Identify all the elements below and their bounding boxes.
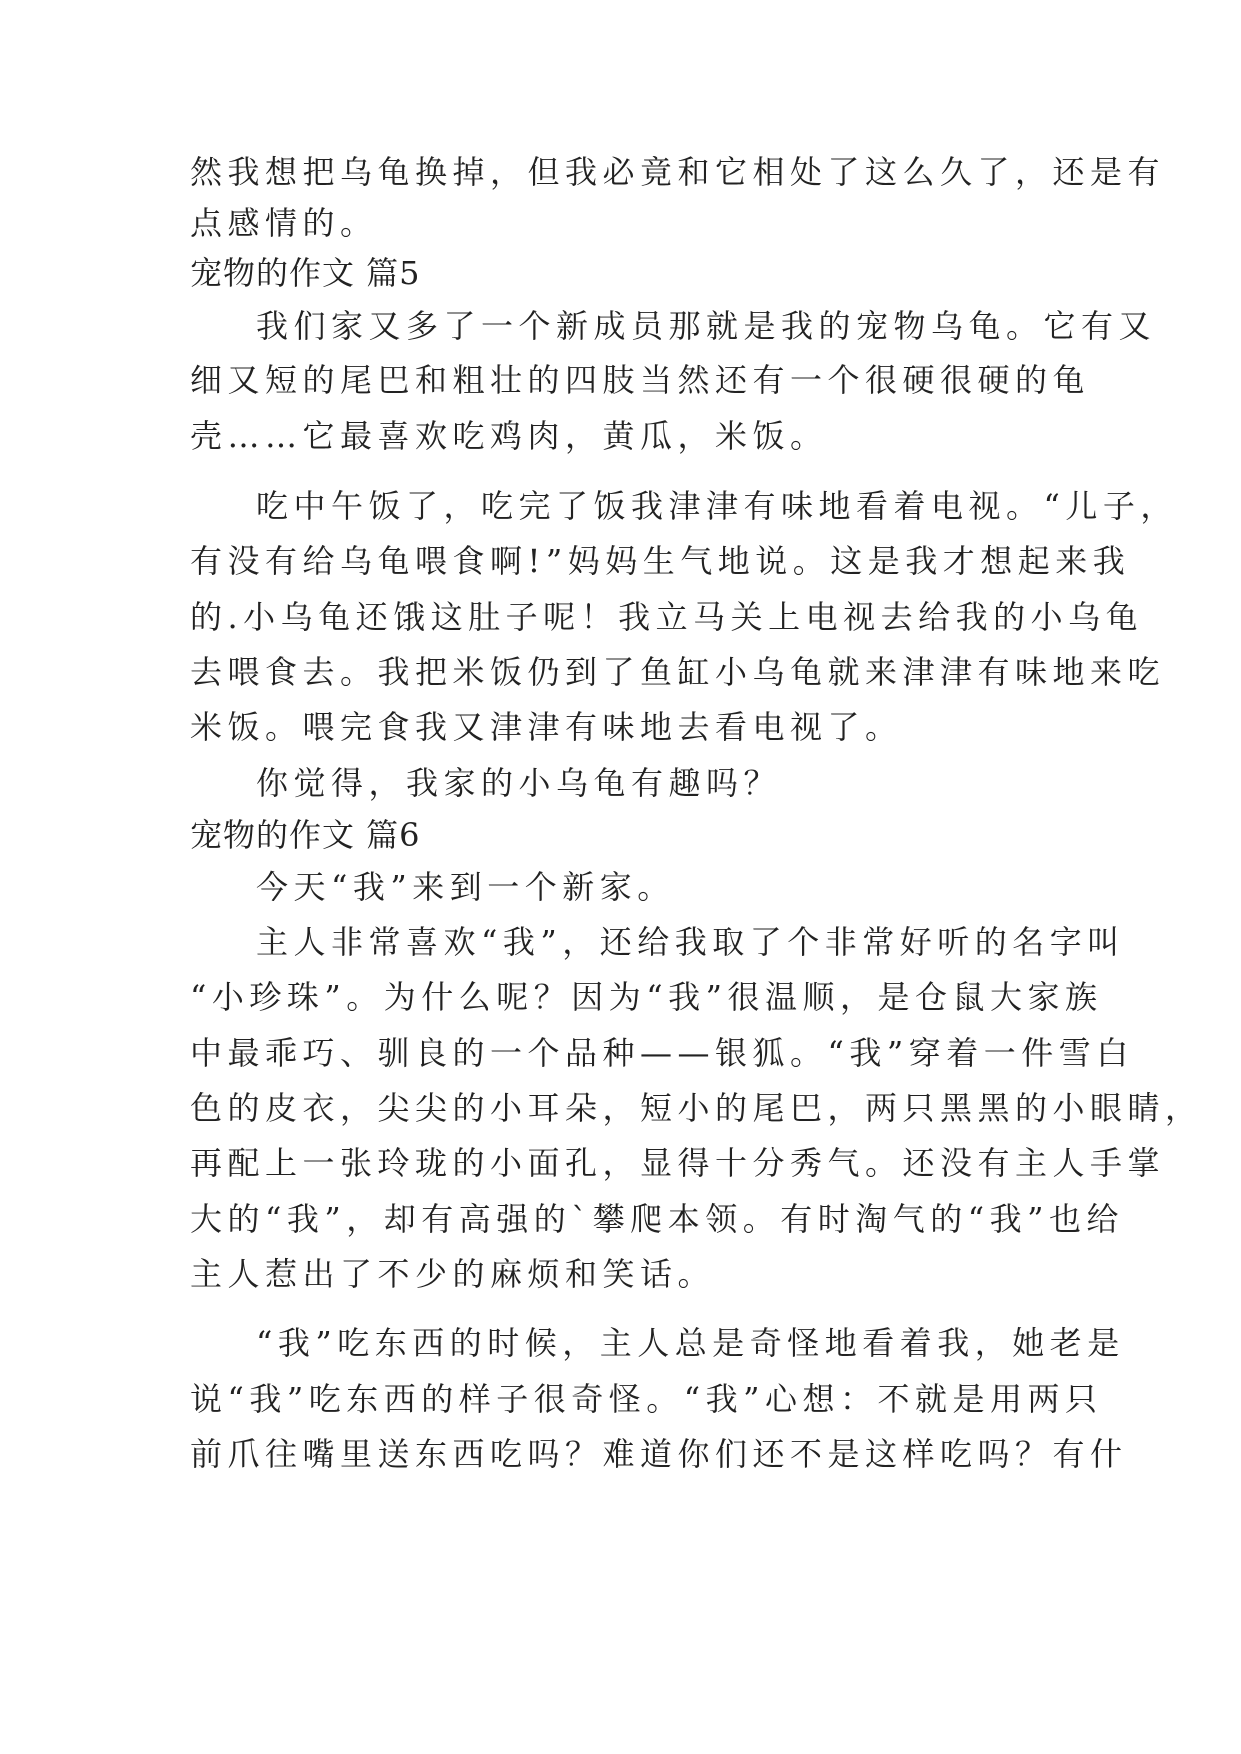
text-line: 吃中午饭了，吃完了饭我津津有味地看着电视。“儿子， — [256, 487, 1178, 525]
text-line: 有没有给乌龟喂食啊!”妈妈生气地说。这是我才想起来我 — [190, 542, 1131, 580]
text-line: 壳……它最喜欢吃鸡肉，黄瓜，米饭。 — [190, 417, 828, 455]
text-line: 色的皮衣，尖尖的小耳朵，短小的尾巴，两只黑黑的小眼睛， — [190, 1089, 1203, 1127]
text-line: 的.小乌龟还饿这肚子呢！我立马关上电视去给我的小乌龟 — [190, 598, 1144, 636]
text-line: 你觉得，我家的小乌龟有趣吗？ — [256, 764, 782, 802]
text-line: 前爪往嘴里送东西吃吗？难道你们还不是这样吃吗？有什 — [190, 1435, 1128, 1473]
text-line: “我”吃东西的时候，主人总是奇怪地看着我，她老是 — [256, 1324, 1125, 1362]
text-line: 米饭。喂完食我又津津有味地去看电视了。 — [190, 708, 903, 746]
text-line: 细又短的尾巴和粗壮的四肢当然还有一个很硬很硬的龟 — [190, 361, 1091, 399]
text-line: 去喂食去。我把米饭仍到了鱼缸小乌龟就来津津有味地来吃 — [190, 653, 1166, 691]
section-heading: 宠物的作文 篇6 — [190, 816, 421, 854]
text-line: “小珍珠”。为什么呢？因为“我”很温顺，是仓鼠大家族 — [190, 978, 1103, 1016]
text-line: 再配上一张玲珑的小面孔，显得十分秀气。还没有主人手掌 — [190, 1144, 1166, 1182]
text-line: 说“我”吃东西的样子很奇怪。“我”心想：不就是用两只 — [190, 1380, 1103, 1418]
text-line: 主人惹出了不少的麻烦和笑话。 — [190, 1255, 716, 1293]
text-line: 今天“我”来到一个新家。 — [256, 868, 675, 906]
text-line: 中最乖巧、驯良的一个品种——银狐。“我”穿着一件雪白 — [190, 1034, 1134, 1072]
text-line: 我们家又多了一个新成员那就是我的宠物乌龟。它有又 — [256, 307, 1157, 345]
section-heading: 宠物的作文 篇5 — [190, 254, 421, 292]
text-line: 然我想把乌龟换掉，但我必竟和它相处了这么久了，还是有 — [190, 153, 1166, 191]
text-line: 点感情的。 — [190, 204, 378, 242]
text-line: 大的“我”，却有高强的`攀爬本领。有时淘气的“我”也给 — [190, 1200, 1124, 1238]
text-line: 主人非常喜欢“我”，还给我取了个非常好听的名字叫 — [256, 923, 1125, 961]
